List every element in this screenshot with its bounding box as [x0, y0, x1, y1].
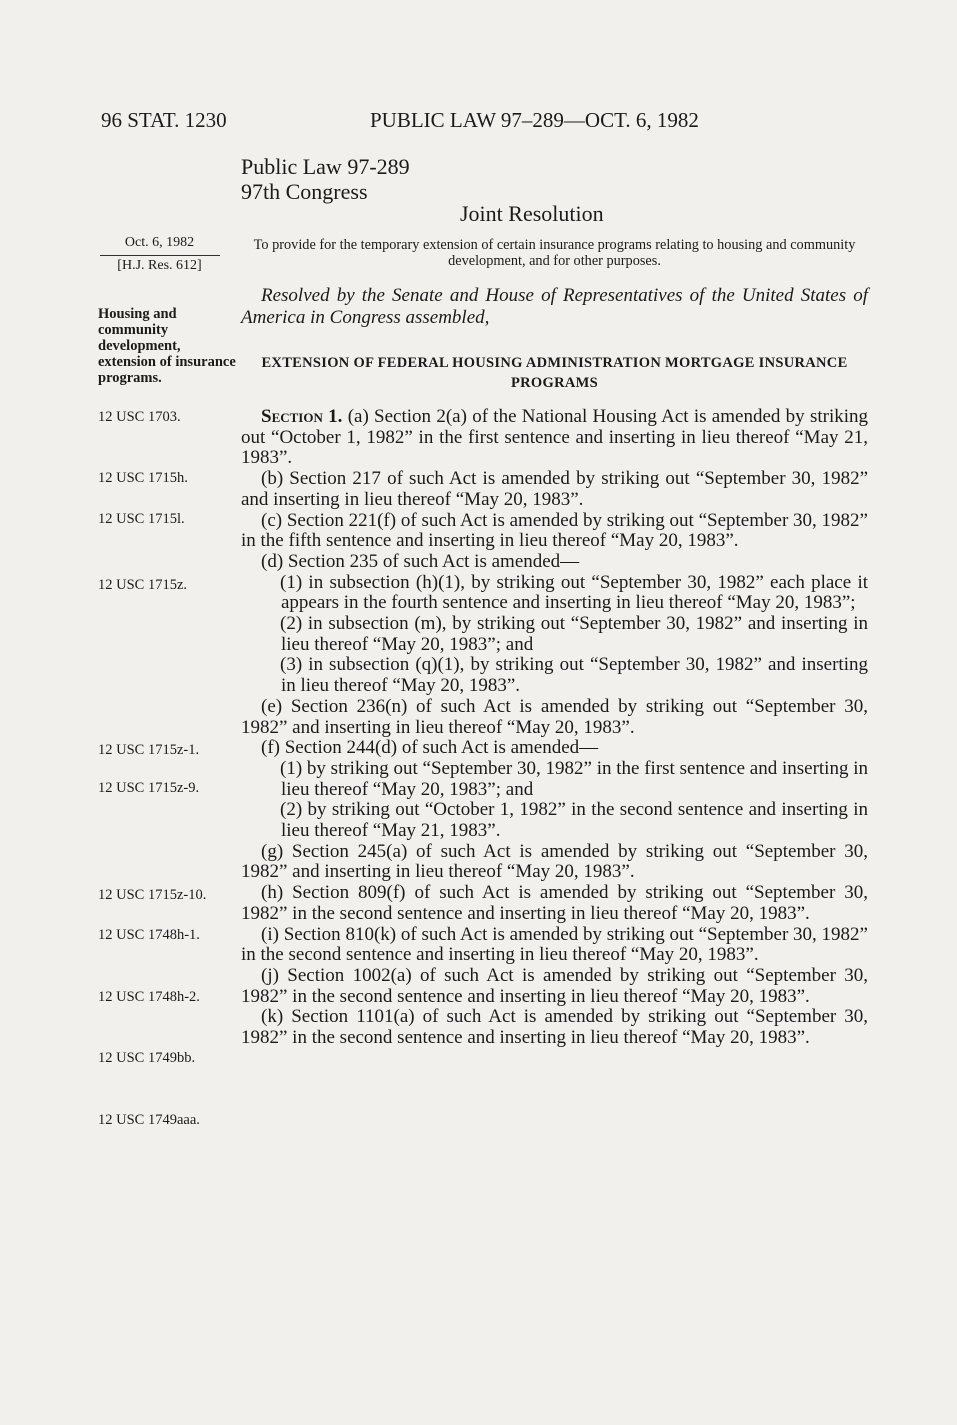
paragraph-f1: (1) by striking out “September 30, 1982” in the first sentence and inserting in lieu thereof “May 20, 1983”; and	[280, 757, 868, 800]
usc-citation: 12 USC 1715z-1.	[98, 742, 200, 758]
paragraph-d1: (1) in subsection (h)(1), by striking out “September 30, 1982” each place it appears in the fourth sentence and inserting in lieu thereof “May 20, 1983”;	[280, 571, 868, 614]
usc-citation: 12 USC 1748h-2.	[98, 989, 200, 1005]
subsection-e: (e) Section 236(n) of such Act is amended by striking out “September 30, 1982” and inserting in lieu thereof “May 20, 1983”.	[241, 695, 868, 738]
margin-note: Housing and community development, extension of insurance programs.	[98, 306, 236, 386]
usc-citation: 12 USC 1715z-10.	[98, 887, 207, 903]
subsection-k: (k) Section 1101(a) of such Act is amended by striking out “September 30, 1982” in the second sentence and inserting in lieu thereof “May 20, 1983”.	[241, 1006, 868, 1049]
subsection-i: (i) Section 810(k) of such Act is amended by striking out “September 30, 1982” in the second sentence and inserting in lieu thereof “May 20, 1983”.	[241, 923, 868, 966]
subsection-j: (j) Section 1002(a) of such Act is amended by striking out “September 30, 1982” in the second sentence and inserting in lieu thereof “May 20, 1983”.	[241, 964, 868, 1007]
subsection-d: (d) Section 235 of such Act is amended—	[261, 550, 580, 572]
paragraph-d3: (3) in subsection (q)(1), by striking out “September 30, 1982” and inserting in lieu thereof “May 20, 1983”.	[280, 654, 868, 697]
margin-date: Oct. 6, 1982	[124, 235, 195, 250]
usc-citation: 12 USC 1715h.	[98, 470, 188, 486]
purpose-statement: To provide for the temporary extension of certain insurance programs relating to housing and community development, and for other purposes.	[253, 237, 856, 269]
public-law-number: Public Law 97-289	[241, 154, 410, 179]
subsection-g: (g) Section 245(a) of such Act is amended by striking out “September 30, 1982” and inserting in lieu thereof “May 20, 1983”.	[241, 840, 868, 883]
subsection-a	[241, 407, 868, 469]
running-header: PUBLIC LAW 97–289—OCT. 6, 1982	[370, 108, 699, 132]
subsection-a-text: (a) Section 2(a) of the National Housing Act is amended by striking out “October 1, 1982” in the first sentence and inserting in lieu thereof “May 21, 1983”.	[241, 406, 869, 469]
subsection-b: (b) Section 217 of such Act is amended by striking out “September 30, 1982” and inserting in lieu thereof “May 20, 1983”.	[241, 468, 868, 510]
joint-resolution-title: Joint Resolution	[460, 201, 604, 226]
public-law-title	[241, 154, 410, 204]
stat-page-number: 96 STAT. 1230	[101, 108, 227, 132]
margin-divider	[100, 255, 220, 256]
enacting-clause: Resolved by the Senate and House of Representatives of the United States of America in Congress assembled,	[241, 285, 868, 328]
usc-citation: 12 USC 1749aaa.	[98, 1112, 200, 1128]
section-label: Section 1.	[261, 406, 343, 427]
usc-citation: 12 USC 1715z-9.	[98, 780, 200, 796]
section-body	[241, 407, 868, 1049]
subsection-h: (h) Section 809(f) of such Act is amended by striking out “September 30, 1982” in the second sentence and inserting in lieu thereof “May 20, 1983”.	[241, 882, 868, 924]
paragraph-d2: (2) in subsection (m), by striking out “September 30, 1982” and inserting in lieu thereof “May 20, 1983”; and	[280, 613, 868, 655]
usc-citation: 12 USC 1715l.	[98, 511, 185, 527]
subsection-c: (c) Section 221(f) of such Act is amended by striking out “September 30, 1982” in the fifth sentence and inserting in lieu thereof “May 20, 1983”.	[241, 509, 868, 552]
subsection-f: (f) Section 244(d) of such Act is amended—	[261, 737, 599, 759]
usc-citation: 12 USC 1748h-1.	[98, 927, 200, 943]
section-heading: EXTENSION OF FEDERAL HOUSING ADMINISTRATION MORTGAGE INSURANCE PROGRAMS	[261, 355, 848, 391]
usc-citation: 12 USC 1749bb.	[98, 1050, 196, 1066]
margin-bill-number: [H.J. Res. 612]	[117, 258, 202, 273]
usc-citation: 12 USC 1715z.	[98, 577, 188, 593]
congress-number: 97th Congress	[241, 179, 368, 204]
paragraph-f2: (2) by striking out “October 1, 1982” in the second sentence and inserting in lieu thereof “May 21, 1983”.	[280, 799, 868, 842]
usc-citation: 12 USC 1703.	[98, 409, 181, 425]
